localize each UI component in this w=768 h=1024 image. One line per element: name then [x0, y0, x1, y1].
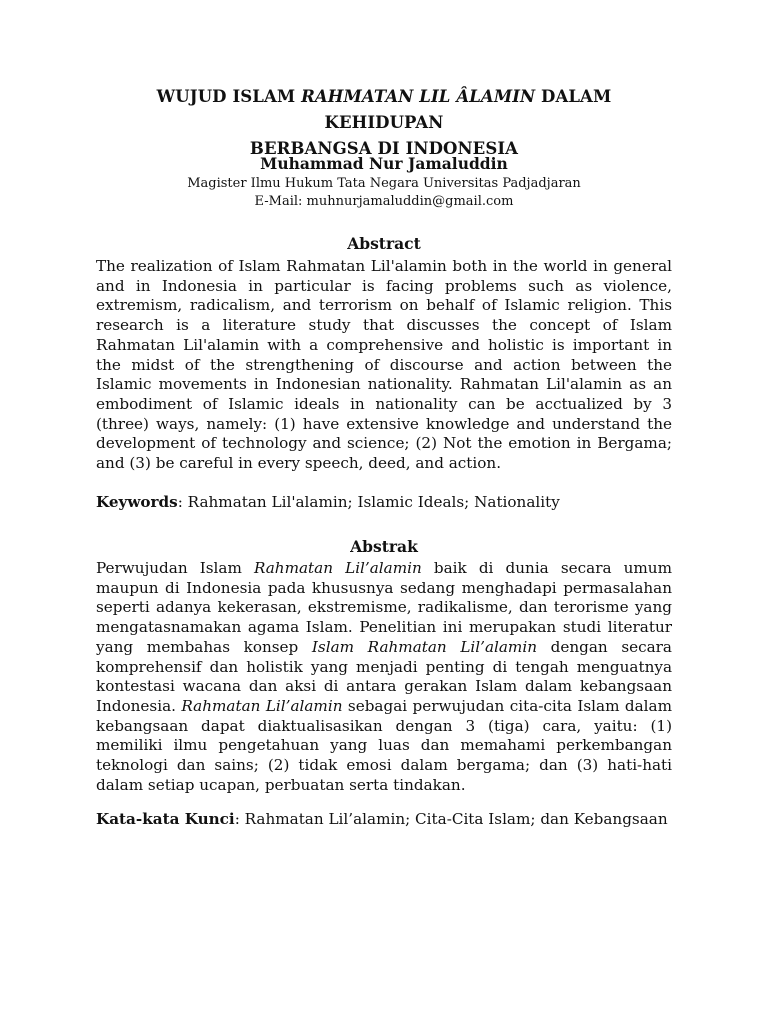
abstrak-text: dengan secara [536, 637, 672, 656]
keywords-label: Keywords [96, 493, 178, 511]
author-email: E-Mail: muhnurjamaluddin@gmail.com [254, 194, 514, 209]
abstrak-line: mengatasnamakan agama Islam. Penelitian ini merupakan studi literatur [96, 618, 672, 637]
keywords [96, 492, 696, 512]
title-text: WUJUD ISLAM [156, 87, 302, 106]
title-line-2: BERBANGSA DI INDONESIA [249, 139, 519, 158]
paper-title [96, 84, 672, 162]
abstrak-text: Perwujudan Islam [96, 559, 254, 577]
abstrak-line: kontestasi wacana dan aksi di antara gerakan Islam dalam kebangsaan [96, 677, 672, 696]
abstract-line: the midst of the strengthening of discourse and action between the [96, 355, 672, 374]
abstract-line: and (3) be careful in every speech, deed, and action. [96, 454, 502, 473]
abstract-line: and in Indonesia in particular is facing problems such as violence, [96, 276, 672, 295]
abstract-line: research is a literature study that discusses the concept of Islam [96, 316, 672, 335]
abstract-line: (three) ways, namely: (1) have extensive knowledge and understand the [96, 414, 672, 433]
abstrak-heading: Abstrak [350, 537, 418, 556]
abstrak-line: dalam setiap ucapan, perbuatan serta tindakan. [96, 775, 466, 794]
abstrak-line: kebangsaan dapat diaktualisasikan dengan 3 (tiga) cara, yaitu: (1) [96, 716, 672, 735]
abstrak-text: yang membahas konsep [96, 637, 312, 656]
author-affiliation: Magister Ilmu Hukum Tata Negara Universitas Padjadjaran [187, 176, 581, 191]
author-name: Muhammad Nur Jamaluddin [260, 154, 508, 173]
abstract-line: development of technology and science; (2) Not the emotion in Bergama; [96, 434, 672, 453]
kata-kunci [96, 809, 696, 829]
abstrak-line [96, 559, 672, 579]
abstrak-text: sebagai perwujudan cita-cita Islam dalam [342, 696, 672, 715]
title-italic-term: RAHMATAN LIL ÂLAMIN [301, 87, 536, 106]
abstrak-italic-term: Islam Rahmatan Lil’alamin [311, 637, 537, 656]
abstract-line: embodiment of Islamic ideals in nationality can be acctualized by 3 [96, 394, 672, 413]
title-line-1 [96, 84, 672, 136]
abstrak-body [96, 559, 672, 795]
abstrak-italic-term: Rahmatan Lil’alamin [181, 696, 343, 715]
abstract-body [96, 257, 672, 474]
title-text: DALAM KEHIDUPAN [324, 87, 612, 132]
abstrak-line [96, 697, 672, 717]
abstrak-line: komprehensif dan holistik yang menjadi penting di tengah menguatnya [96, 657, 672, 676]
abstrak-line: memiliki ilmu pengetahuan yang luas dan memahami perkembangan [96, 736, 672, 755]
abstrak-line: teknologi dan sains; (2) tidak emosi dalam bergama; dan (3) hati-hati [96, 756, 672, 775]
kata-kunci-label: Kata-kata Kunci [96, 810, 235, 828]
keywords-text: : Rahmatan Lil'alamin; Islamic Ideals; Nationality [177, 493, 560, 511]
abstrak-text: baik di dunia secara umum [421, 559, 672, 577]
abstrak-line [96, 638, 672, 658]
abstrak-line: seperti adanya kekerasan, ekstremisme, radikalisme, dan terorisme yang [96, 598, 672, 617]
abstract-line: extremism, radicalism, and terrorism on behalf of Islamic religion. This [96, 296, 672, 315]
abstrak-italic-term: Rahmatan Lil’alamin [253, 559, 422, 577]
abstract-line: Islamic movements in Indonesian nationality. Rahmatan Lil'alamin as an [96, 375, 672, 394]
kata-kunci-text: : Rahmatan Lil’alamin; Cita-Cita Islam; dan Kebangsaan [234, 810, 668, 828]
abstract-heading: Abstract [347, 234, 421, 253]
abstract-line: Rahmatan Lil'alamin with a comprehensive and holistic is important in [96, 335, 672, 354]
abstrak-text: Indonesia. [96, 696, 182, 715]
abstrak-line: maupun di Indonesia pada khususnya sedang menghadapi permasalahan [96, 578, 672, 597]
abstract-line: The realization of Islam Rahmatan Lil'alamin both in the world in general [96, 257, 672, 275]
